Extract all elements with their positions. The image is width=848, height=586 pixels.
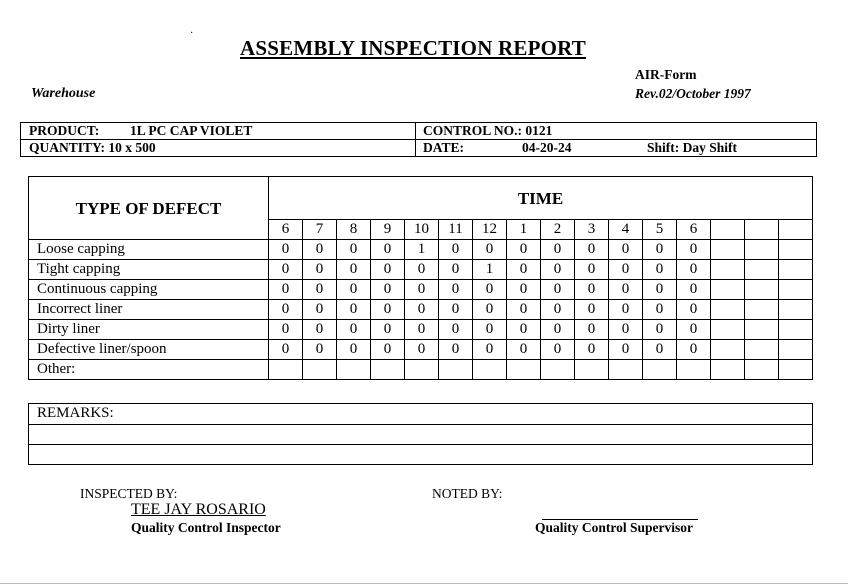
defect-count-cell: 0 bbox=[337, 260, 371, 280]
hour-cell: 6 bbox=[677, 220, 711, 240]
stray-mark: · bbox=[190, 28, 194, 39]
defect-count-cell: 0 bbox=[507, 300, 541, 320]
defect-count-cell bbox=[371, 360, 405, 380]
defect-count-cell bbox=[507, 360, 541, 380]
defect-row bbox=[29, 300, 813, 320]
defect-count-cell bbox=[711, 260, 745, 280]
inspector-name: TEE JAY ROSARIO bbox=[131, 501, 266, 518]
defect-count-cell bbox=[711, 320, 745, 340]
defect-count-cell: 0 bbox=[609, 320, 643, 340]
defect-label: Tight capping bbox=[29, 260, 269, 280]
defect-count-cell bbox=[405, 360, 439, 380]
defect-count-cell: 1 bbox=[405, 240, 439, 260]
defect-count-cell: 0 bbox=[303, 240, 337, 260]
defect-count-cell bbox=[745, 260, 779, 280]
defect-count-cell: 0 bbox=[609, 340, 643, 360]
defect-label: Incorrect liner bbox=[29, 300, 269, 320]
defect-count-cell: 0 bbox=[269, 320, 303, 340]
defect-count-cell: 0 bbox=[473, 240, 507, 260]
defect-count-cell: 0 bbox=[371, 300, 405, 320]
defect-count-cell: 0 bbox=[609, 280, 643, 300]
defect-count-cell: 0 bbox=[541, 280, 575, 300]
supervisor-title: Quality Control Supervisor bbox=[535, 520, 694, 535]
inspector-title: Quality Control Inspector bbox=[131, 520, 281, 535]
page-bottom-rule bbox=[0, 583, 848, 584]
defect-count-cell bbox=[745, 280, 779, 300]
defect-row bbox=[29, 280, 813, 300]
defect-count-cell: 0 bbox=[541, 260, 575, 280]
hour-cell: 5 bbox=[643, 220, 677, 240]
defect-count-cell: 0 bbox=[507, 240, 541, 260]
hour-cell: 10 bbox=[405, 220, 439, 240]
defect-count-cell: 0 bbox=[507, 340, 541, 360]
defect-count-cell bbox=[269, 360, 303, 380]
defect-count-cell: 0 bbox=[643, 340, 677, 360]
form-code: AIR-Form bbox=[635, 67, 697, 82]
defect-count-cell: 0 bbox=[677, 340, 711, 360]
noted-by-label: NOTED BY: bbox=[432, 486, 503, 501]
page-title: ASSEMBLY INSPECTION REPORT bbox=[240, 36, 586, 60]
hour-cell: 9 bbox=[371, 220, 405, 240]
remarks-label: REMARKS: bbox=[37, 405, 114, 421]
defect-label: Loose capping bbox=[29, 240, 269, 260]
defect-count-cell bbox=[541, 360, 575, 380]
control-number: CONTROL NO.: 0121 bbox=[423, 123, 553, 138]
hour-cell: 6 bbox=[269, 220, 303, 240]
defect-count-cell: 0 bbox=[337, 280, 371, 300]
defect-count-cell bbox=[711, 280, 745, 300]
defect-type-header: TYPE OF DEFECT bbox=[29, 177, 269, 240]
defect-count-cell: 0 bbox=[405, 300, 439, 320]
hour-cell: 2 bbox=[541, 220, 575, 240]
product-value: 1L PC CAP VIOLET bbox=[130, 123, 253, 138]
defect-label: Defective liner/spoon bbox=[29, 340, 269, 360]
hour-cell bbox=[779, 220, 813, 240]
defect-row bbox=[29, 260, 813, 280]
defect-count-cell: 0 bbox=[439, 300, 473, 320]
defect-count-cell: 0 bbox=[473, 280, 507, 300]
defect-label: Other: bbox=[29, 360, 269, 380]
hour-cell: 12 bbox=[473, 220, 507, 240]
hour-cell: 8 bbox=[337, 220, 371, 240]
defect-count-cell: 0 bbox=[473, 300, 507, 320]
defect-count-cell: 0 bbox=[643, 260, 677, 280]
defect-count-cell: 0 bbox=[337, 300, 371, 320]
defect-count-cell: 0 bbox=[473, 340, 507, 360]
defect-count-cell bbox=[473, 360, 507, 380]
defect-count-cell bbox=[779, 240, 813, 260]
product-info-box bbox=[20, 122, 817, 157]
defect-count-cell: 0 bbox=[439, 280, 473, 300]
defect-count-cell bbox=[337, 360, 371, 380]
defect-count-cell: 0 bbox=[541, 340, 575, 360]
defect-row bbox=[29, 340, 813, 360]
defect-count-cell: 0 bbox=[303, 320, 337, 340]
defect-count-cell: 0 bbox=[541, 320, 575, 340]
defect-table bbox=[28, 176, 813, 380]
defect-count-cell bbox=[745, 240, 779, 260]
defect-count-cell: 0 bbox=[541, 300, 575, 320]
defect-count-cell: 0 bbox=[609, 240, 643, 260]
remarks-box bbox=[28, 403, 813, 465]
defect-label: Continuous capping bbox=[29, 280, 269, 300]
defect-count-cell: 0 bbox=[371, 320, 405, 340]
defect-count-cell: 0 bbox=[609, 260, 643, 280]
defect-count-cell: 0 bbox=[371, 280, 405, 300]
shift-label: Shift: Day Shift bbox=[647, 140, 738, 155]
defect-count-cell: 0 bbox=[643, 280, 677, 300]
location-label: Warehouse bbox=[31, 86, 96, 101]
defect-count-cell: 0 bbox=[303, 300, 337, 320]
defect-count-cell bbox=[303, 360, 337, 380]
defect-count-cell: 0 bbox=[303, 340, 337, 360]
defect-count-cell: 0 bbox=[575, 240, 609, 260]
defect-row bbox=[29, 320, 813, 340]
hour-cell: 1 bbox=[507, 220, 541, 240]
defect-count-cell: 0 bbox=[507, 320, 541, 340]
defect-count-cell: 0 bbox=[643, 320, 677, 340]
date-value: 04-20-24 bbox=[522, 140, 572, 155]
time-header: TIME bbox=[269, 177, 813, 220]
defect-count-cell bbox=[575, 360, 609, 380]
defect-count-cell: 0 bbox=[371, 340, 405, 360]
defect-count-cell: 0 bbox=[439, 260, 473, 280]
defect-count-cell: 0 bbox=[575, 320, 609, 340]
defect-count-cell: 0 bbox=[609, 300, 643, 320]
defect-count-cell: 0 bbox=[337, 320, 371, 340]
defect-count-cell bbox=[609, 360, 643, 380]
defect-count-cell: 0 bbox=[575, 280, 609, 300]
quantity-label: QUANTITY: 10 x 500 bbox=[29, 140, 156, 155]
defect-count-cell: 0 bbox=[405, 340, 439, 360]
defect-count-cell: 0 bbox=[269, 280, 303, 300]
defect-label: Dirty liner bbox=[29, 320, 269, 340]
defect-count-cell: 0 bbox=[575, 340, 609, 360]
defect-count-cell bbox=[643, 360, 677, 380]
defect-count-cell: 0 bbox=[337, 240, 371, 260]
defect-count-cell: 0 bbox=[507, 280, 541, 300]
defect-count-cell bbox=[779, 360, 813, 380]
defect-count-cell bbox=[779, 280, 813, 300]
defect-count-cell: 0 bbox=[371, 240, 405, 260]
defect-count-cell bbox=[711, 300, 745, 320]
defect-count-cell: 0 bbox=[269, 340, 303, 360]
hour-cell bbox=[745, 220, 779, 240]
defect-count-cell: 0 bbox=[677, 300, 711, 320]
defect-count-cell: 0 bbox=[439, 340, 473, 360]
defect-count-cell bbox=[677, 360, 711, 380]
defect-count-cell: 0 bbox=[677, 280, 711, 300]
defect-count-cell: 0 bbox=[507, 260, 541, 280]
defect-count-cell bbox=[779, 320, 813, 340]
defect-count-cell: 0 bbox=[405, 260, 439, 280]
hour-cell: 7 bbox=[303, 220, 337, 240]
defect-count-cell: 0 bbox=[677, 320, 711, 340]
defect-count-cell bbox=[779, 300, 813, 320]
defect-count-cell bbox=[779, 340, 813, 360]
defect-count-cell: 0 bbox=[371, 260, 405, 280]
defect-count-cell: 0 bbox=[439, 240, 473, 260]
defect-row bbox=[29, 240, 813, 260]
defect-count-cell: 0 bbox=[439, 320, 473, 340]
defect-count-cell bbox=[711, 240, 745, 260]
defect-count-cell: 0 bbox=[643, 300, 677, 320]
defect-count-cell: 0 bbox=[677, 260, 711, 280]
defect-count-cell: 0 bbox=[575, 300, 609, 320]
defect-count-cell: 0 bbox=[473, 320, 507, 340]
defect-count-cell bbox=[711, 360, 745, 380]
defect-count-cell bbox=[711, 340, 745, 360]
defect-row bbox=[29, 360, 813, 380]
defect-count-cell bbox=[745, 320, 779, 340]
hour-cell: 4 bbox=[609, 220, 643, 240]
defect-count-cell: 0 bbox=[405, 280, 439, 300]
defect-count-cell: 0 bbox=[269, 240, 303, 260]
defect-count-cell: 0 bbox=[269, 300, 303, 320]
hour-cell bbox=[711, 220, 745, 240]
defect-count-cell: 0 bbox=[337, 340, 371, 360]
revision-label: Rev.02/October 1997 bbox=[635, 86, 751, 101]
defect-count-cell: 0 bbox=[303, 260, 337, 280]
date-label: DATE: bbox=[423, 140, 465, 155]
defect-count-cell: 1 bbox=[473, 260, 507, 280]
hour-cell: 11 bbox=[439, 220, 473, 240]
hour-cell: 3 bbox=[575, 220, 609, 240]
inspected-by-label: INSPECTED BY: bbox=[80, 486, 178, 501]
defect-count-cell: 0 bbox=[303, 280, 337, 300]
defect-count-cell bbox=[745, 340, 779, 360]
defect-count-cell bbox=[439, 360, 473, 380]
defect-count-cell: 0 bbox=[643, 240, 677, 260]
defect-count-cell: 0 bbox=[405, 320, 439, 340]
defect-count-cell: 0 bbox=[575, 260, 609, 280]
defect-count-cell: 0 bbox=[677, 240, 711, 260]
defect-count-cell bbox=[779, 260, 813, 280]
defect-count-cell bbox=[745, 360, 779, 380]
defect-count-cell bbox=[745, 300, 779, 320]
product-label: PRODUCT: bbox=[29, 123, 100, 138]
defect-count-cell: 0 bbox=[269, 260, 303, 280]
defect-count-cell: 0 bbox=[541, 240, 575, 260]
